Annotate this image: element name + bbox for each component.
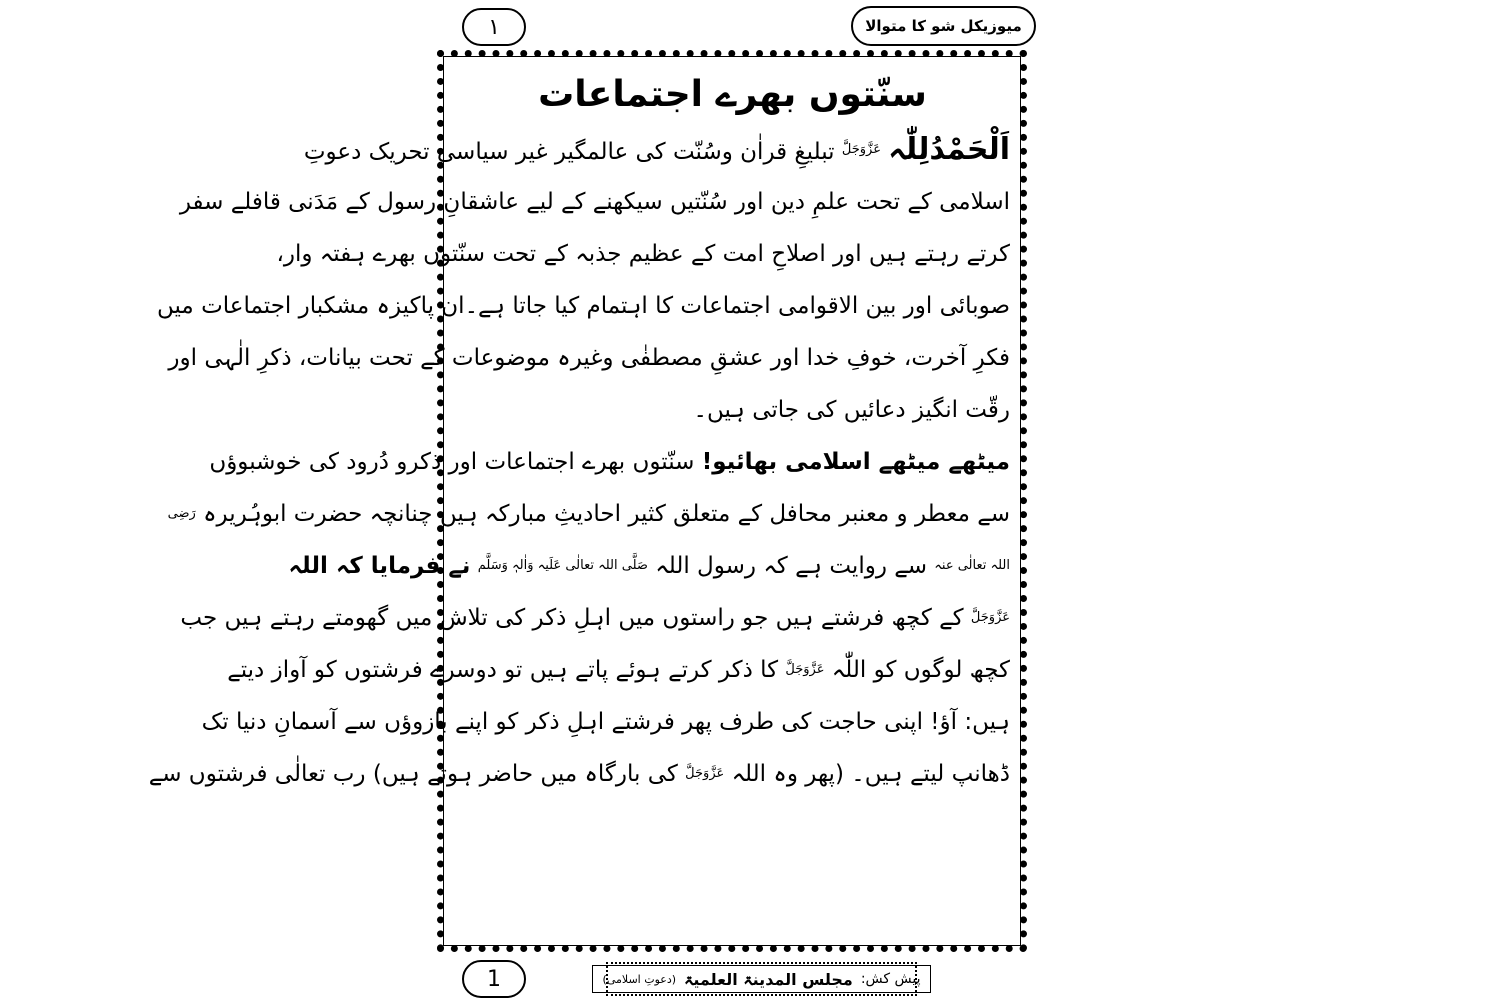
book-title-badge	[851, 6, 1036, 46]
honorific: رَضِی	[167, 506, 196, 521]
invocation: اَلْحَمْدُلِلّٰہ	[888, 132, 1010, 167]
text-line: رقّت انگیز دعائیں کی جاتی ہیں۔	[693, 397, 1010, 423]
text-line: کرتے رہتے ہیں اور اصلاحِ امت کے عظیم جذبہ کے تحت سنّتوں بھرے ہفتہ وار،	[276, 241, 1010, 267]
main-heading: سنّتوں بھرے اجتماعات	[538, 74, 927, 115]
honorific: عَزَّوَجَلَّ	[785, 662, 825, 677]
publisher-footer-inner	[592, 965, 932, 993]
line-text: سے معطر و معنبر محافل کے متعلق کثیر احادیثِ مبارکہ ہیں چنانچہ حضرت ابوہُریرہ	[203, 501, 1010, 527]
line-text: کے کچھ فرشتے ہیں جو راستوں میں اہلِ ذکر کی تلاش میں گھومتے رہتے ہیں جب	[180, 605, 964, 631]
text-line: اسلامی کے تحت علمِ دین اور سُنّتیں سیکھنے کے لیے عاشقانِ رسول کے مَدَنی قافلے سفر	[179, 189, 1010, 215]
line-text: سنّتوں بھرے اجتماعات اور ذکرو دُرود کی خوشبوؤں	[209, 449, 695, 475]
line-text: سے روایت ہے کہ رسول اللہ	[655, 553, 927, 579]
page-number-bottom-badge	[462, 960, 526, 998]
address-phrase: میٹھے میٹھے اسلامی بھائیو!	[701, 449, 1010, 475]
line-text: ڈھانپ لیتے ہیں۔ (پھر وہ اللہ	[731, 761, 1010, 787]
line-text: تبلیغِ قراٰن وسُنّت کی عالمگیر غیر سیاسی تحریک دعوتِ	[303, 139, 835, 165]
honorific: عَزَّوَجَلَّ	[841, 142, 881, 157]
text-line	[180, 592, 1010, 644]
page-number-top-badge	[462, 8, 526, 46]
publisher-name: مجلس المدینۃ العلمیۃ	[684, 969, 853, 989]
line-text: نے فرمایا کہ اللہ	[288, 553, 471, 579]
line-text: کچھ لوگوں کو اللّٰہ	[831, 657, 1010, 683]
line-text: کا ذکر کرتے ہوئے پاتے ہیں تو دوسرے فرشتوں کو آواز دیتے	[227, 657, 779, 683]
text-line: فکرِ آخرت، خوفِ خدا اور عشقِ مصطفٰی وغیرہ موضوعات کے تحت بیانات، ذکرِ الٰہی اور	[168, 345, 1010, 371]
page-number-bottom: 1	[487, 966, 501, 992]
honorific: عَزَّوَجَلَّ	[685, 766, 725, 781]
text-line: صوبائی اور بین الاقوامی اجتماعات کا اہتمام کیا جاتا ہے۔ان پاکیزہ مشکبار اجتماعات میں	[156, 293, 1010, 319]
text-line: ہیں: آؤ! اپنی حاجت کی طرف پھر فرشتے اہلِ ذکر کو اپنے بازوؤں سے آسمانِ دنیا تک	[201, 709, 1010, 735]
honorific: عَزَّوَجَلَّ	[970, 610, 1010, 625]
text-line	[288, 540, 1010, 592]
book-title: میوزیکل شو کا متوالا	[865, 17, 1022, 35]
honorific: صَلَّی اللہ تعالٰی عَلَیہ وَاٰلہٖ وَسَلَّم	[477, 558, 648, 573]
line-text: کی بارگاہ میں حاضر ہوتے ہیں) رب تعالٰی فرشتوں سے	[148, 761, 678, 787]
page-content	[148, 66, 1010, 941]
presented-by-label: پیش کش:	[860, 971, 921, 987]
text-line	[303, 124, 1010, 176]
text-line	[209, 436, 1010, 488]
publisher-footer	[602, 962, 921, 996]
text-line	[227, 644, 1010, 696]
page-number-top: ۱	[488, 14, 500, 40]
publisher-subtitle: (دعوتِ اسلامی)	[602, 972, 677, 986]
text-line	[167, 488, 1010, 540]
honorific: اللہ تعالٰی عنہ	[934, 558, 1010, 573]
text-line	[148, 748, 1010, 800]
